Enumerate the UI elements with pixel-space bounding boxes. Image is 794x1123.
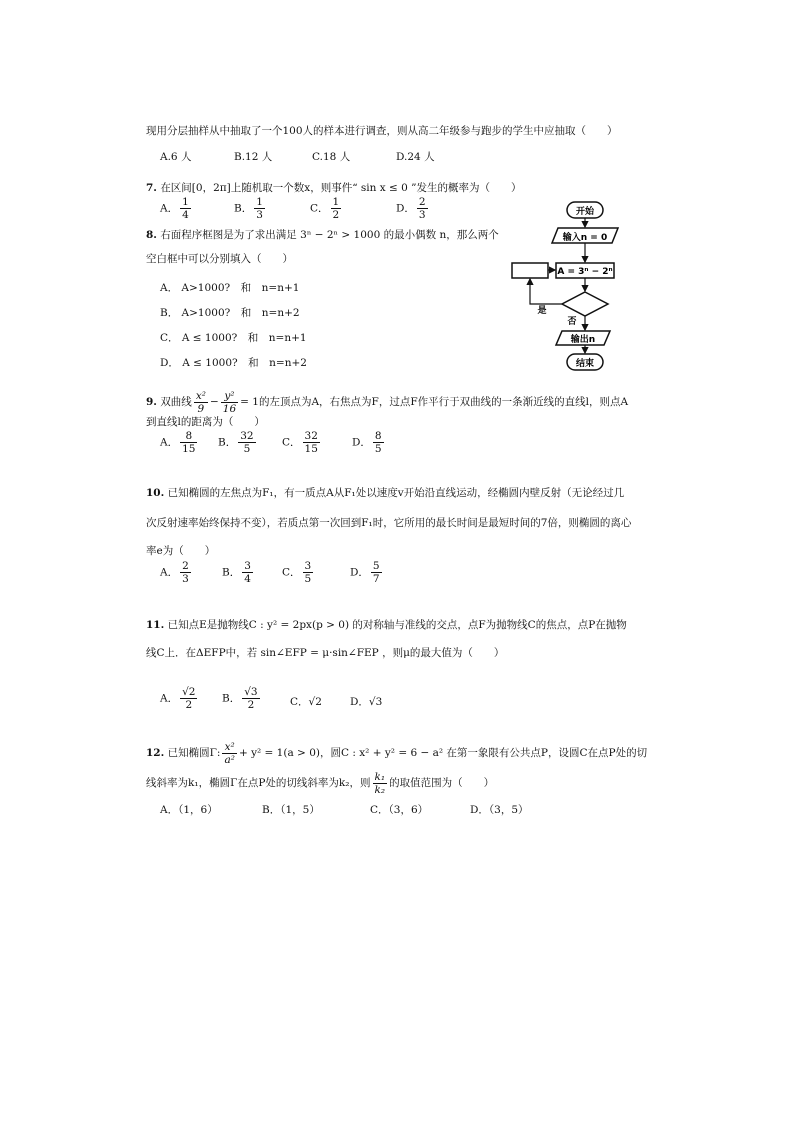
q9-text-line2: 到直线l的距离为（ ） xyxy=(146,416,265,428)
q7-option-b: B． $\frac{1}{3}$ xyxy=(234,196,263,221)
q7-stem: 在区间[0，2π]上随机取一个数x，则事件“ sin x ≤ 0 ”发生的概率为（ ） xyxy=(160,182,522,194)
q10-option-b: B． $\frac{3}{4}$ xyxy=(222,560,251,585)
flowchart-yes-label: 是 xyxy=(537,306,547,316)
intro-option-c: C.18 人 xyxy=(312,151,351,163)
q9-text-line1: 9. 双曲线 $\frac{\text{x²}}{9}$ − $\frac{\text{y²}}{16}$ = 1的左顶点为A，右焦点为F，过点F作平行于双曲线的一条渐近线的直线l，则点A xyxy=(146,389,629,415)
q9-frac-x: $\frac{\text{x²}}{9}$ xyxy=(195,389,206,415)
flowchart-input-label: 输入n = 0 xyxy=(562,233,608,243)
q12-text-line2 xyxy=(146,768,494,798)
q12-option-c: C．（3，6） xyxy=(370,804,429,816)
q7-number: 7. xyxy=(146,182,157,194)
q12-frac: $\frac{\text{x²}}{\text{a²}}$ xyxy=(224,740,235,766)
q10-stem-1: 已知椭圆的左焦点为F₁，有一质点A从F₁处以速度v开始沿直线运动，经椭圆内壁反射（无论经过几 xyxy=(167,487,625,499)
q11-option-c: C．√2 xyxy=(290,696,322,708)
q12-stem-2a: 线斜率为k₁，椭圆Γ在点P处的切线斜率为k₂，则 xyxy=(146,777,371,789)
q12-text-line1: 12. 已知椭圆Γ: $\frac{\text{x²}}{\text{a²}}$ + y² = 1(a > 0)，圆C : x² + y² = 6 − a² 在第一象限有公共点P，设圆C在点P处的切 xyxy=(146,740,648,766)
q12-stem-1: ，圆C : x² + y² = 6 − a² 在第一象限有公共点P，设圆C在点P处的切 xyxy=(319,747,648,759)
q10-number: 10. xyxy=(146,487,165,499)
q12-option-b: B．（1，5） xyxy=(262,804,320,816)
q8-option-b: B． A>1000? 和 n=n+2 xyxy=(160,307,300,319)
q8-option-c: C． A ≤ 1000? 和 n=n+1 xyxy=(160,332,307,344)
flowchart-end-label: 结束 xyxy=(575,359,595,369)
q11-option-b: B． $\frac{√3}{2}$ xyxy=(222,686,258,711)
q9-number: 9. xyxy=(146,396,157,408)
q12-stem-2b: 的取值范围为（ ） xyxy=(389,777,495,789)
intro-option-b: B.12 人 xyxy=(234,151,273,163)
q8-number: 8. xyxy=(146,229,157,241)
q9-pre: 双曲线 xyxy=(160,396,192,408)
q8-text-line1 xyxy=(146,228,499,242)
q7-option-c: C． $\frac{1}{2}$ xyxy=(310,196,340,221)
q12-k-frac: $\frac{\text{k₁}}{\text{k₂}}$ xyxy=(374,770,386,796)
q9-option-b: B． $\frac{32}{5}$ xyxy=(218,430,254,455)
q10-option-c: C． $\frac{3}{5}$ xyxy=(282,560,312,585)
q10-text-line3: 率e为（ ） xyxy=(146,545,216,557)
flowchart-blank-box xyxy=(512,263,548,278)
q7-option-d: D． $\frac{2}{3}$ xyxy=(396,196,426,221)
q7-text xyxy=(146,181,522,195)
q8-option-a: A． A>1000? 和 n=n+1 xyxy=(160,282,300,294)
flowchart-output-label: 输出n xyxy=(570,335,596,345)
q12-option-d: D．（3，5） xyxy=(470,804,529,816)
q12-pre: 已知椭圆Γ: xyxy=(167,747,221,759)
q8-stem-1: 右面程序框图是为了求出满足 3ⁿ − 2ⁿ > 1000 的最小偶数 n，那么两个 xyxy=(160,229,499,241)
q11-stem-1: 已知点E是抛物线C : y² = 2px(p > 0) 的对称轴与准线的交点，点F为抛物线C的焦点，点P在抛物 xyxy=(167,619,627,631)
q11-option-d: D．√3 xyxy=(350,696,383,708)
q10-text-line1 xyxy=(146,486,624,500)
q9-frac-y: $\frac{\text{y²}}{16}$ xyxy=(222,389,237,415)
flowchart-decision-diamond xyxy=(562,292,608,316)
q11-text-line1 xyxy=(146,618,627,632)
q11-text-line2: 线C上．在ΔEFP中，若 sin∠EFP = μ·sin∠FEP ，则μ的最大值为（ ） xyxy=(146,647,505,659)
q9-option-a: A． $\frac{8}{15}$ xyxy=(160,430,196,455)
q8-text-line2: 空白框中可以分别填入（ ） xyxy=(146,253,293,265)
q7-option-a: A． $\frac{1}{4}$ xyxy=(160,196,189,221)
q12-number: 12. xyxy=(146,747,165,759)
q9-stem-1: 的左顶点为A，右焦点为F，过点F作平行于双曲线的一条渐近线的直线l，则点A xyxy=(258,396,629,408)
intro-text: 现用分层抽样从中抽取了一个100人的样本进行调查，则从高二年级参与跑步的学生中应抽取（ ） xyxy=(146,125,618,137)
q9-option-c: C． $\frac{32}{15}$ xyxy=(282,430,318,455)
flowchart-assign-label: A = 3ⁿ − 2ⁿ xyxy=(557,267,613,277)
q12-option-a: A．（1，6） xyxy=(160,804,218,816)
flowchart-no-label: 否 xyxy=(567,317,577,327)
q9-option-d: D． $\frac{8}{5}$ xyxy=(352,430,382,455)
q11-number: 11. xyxy=(146,619,165,631)
q8-option-d: D． A ≤ 1000? 和 n=n+2 xyxy=(160,357,307,369)
intro-option-a: A.6 人 xyxy=(160,151,192,163)
flowchart xyxy=(500,196,640,376)
intro-option-d: D.24 人 xyxy=(396,151,435,163)
q10-text-line2: 次反射速率始终保持不变），若质点第一次回到F₁时，它所用的最长时间是最短时间的7倍，则椭圆的离心 xyxy=(146,517,632,529)
flowchart-start-label: 开始 xyxy=(575,207,595,217)
q11-option-a: A． $\frac{√2}{2}$ xyxy=(160,686,196,711)
q10-option-d: D． $\frac{5}{7}$ xyxy=(350,560,380,585)
q10-option-a: A． $\frac{2}{3}$ xyxy=(160,560,189,585)
